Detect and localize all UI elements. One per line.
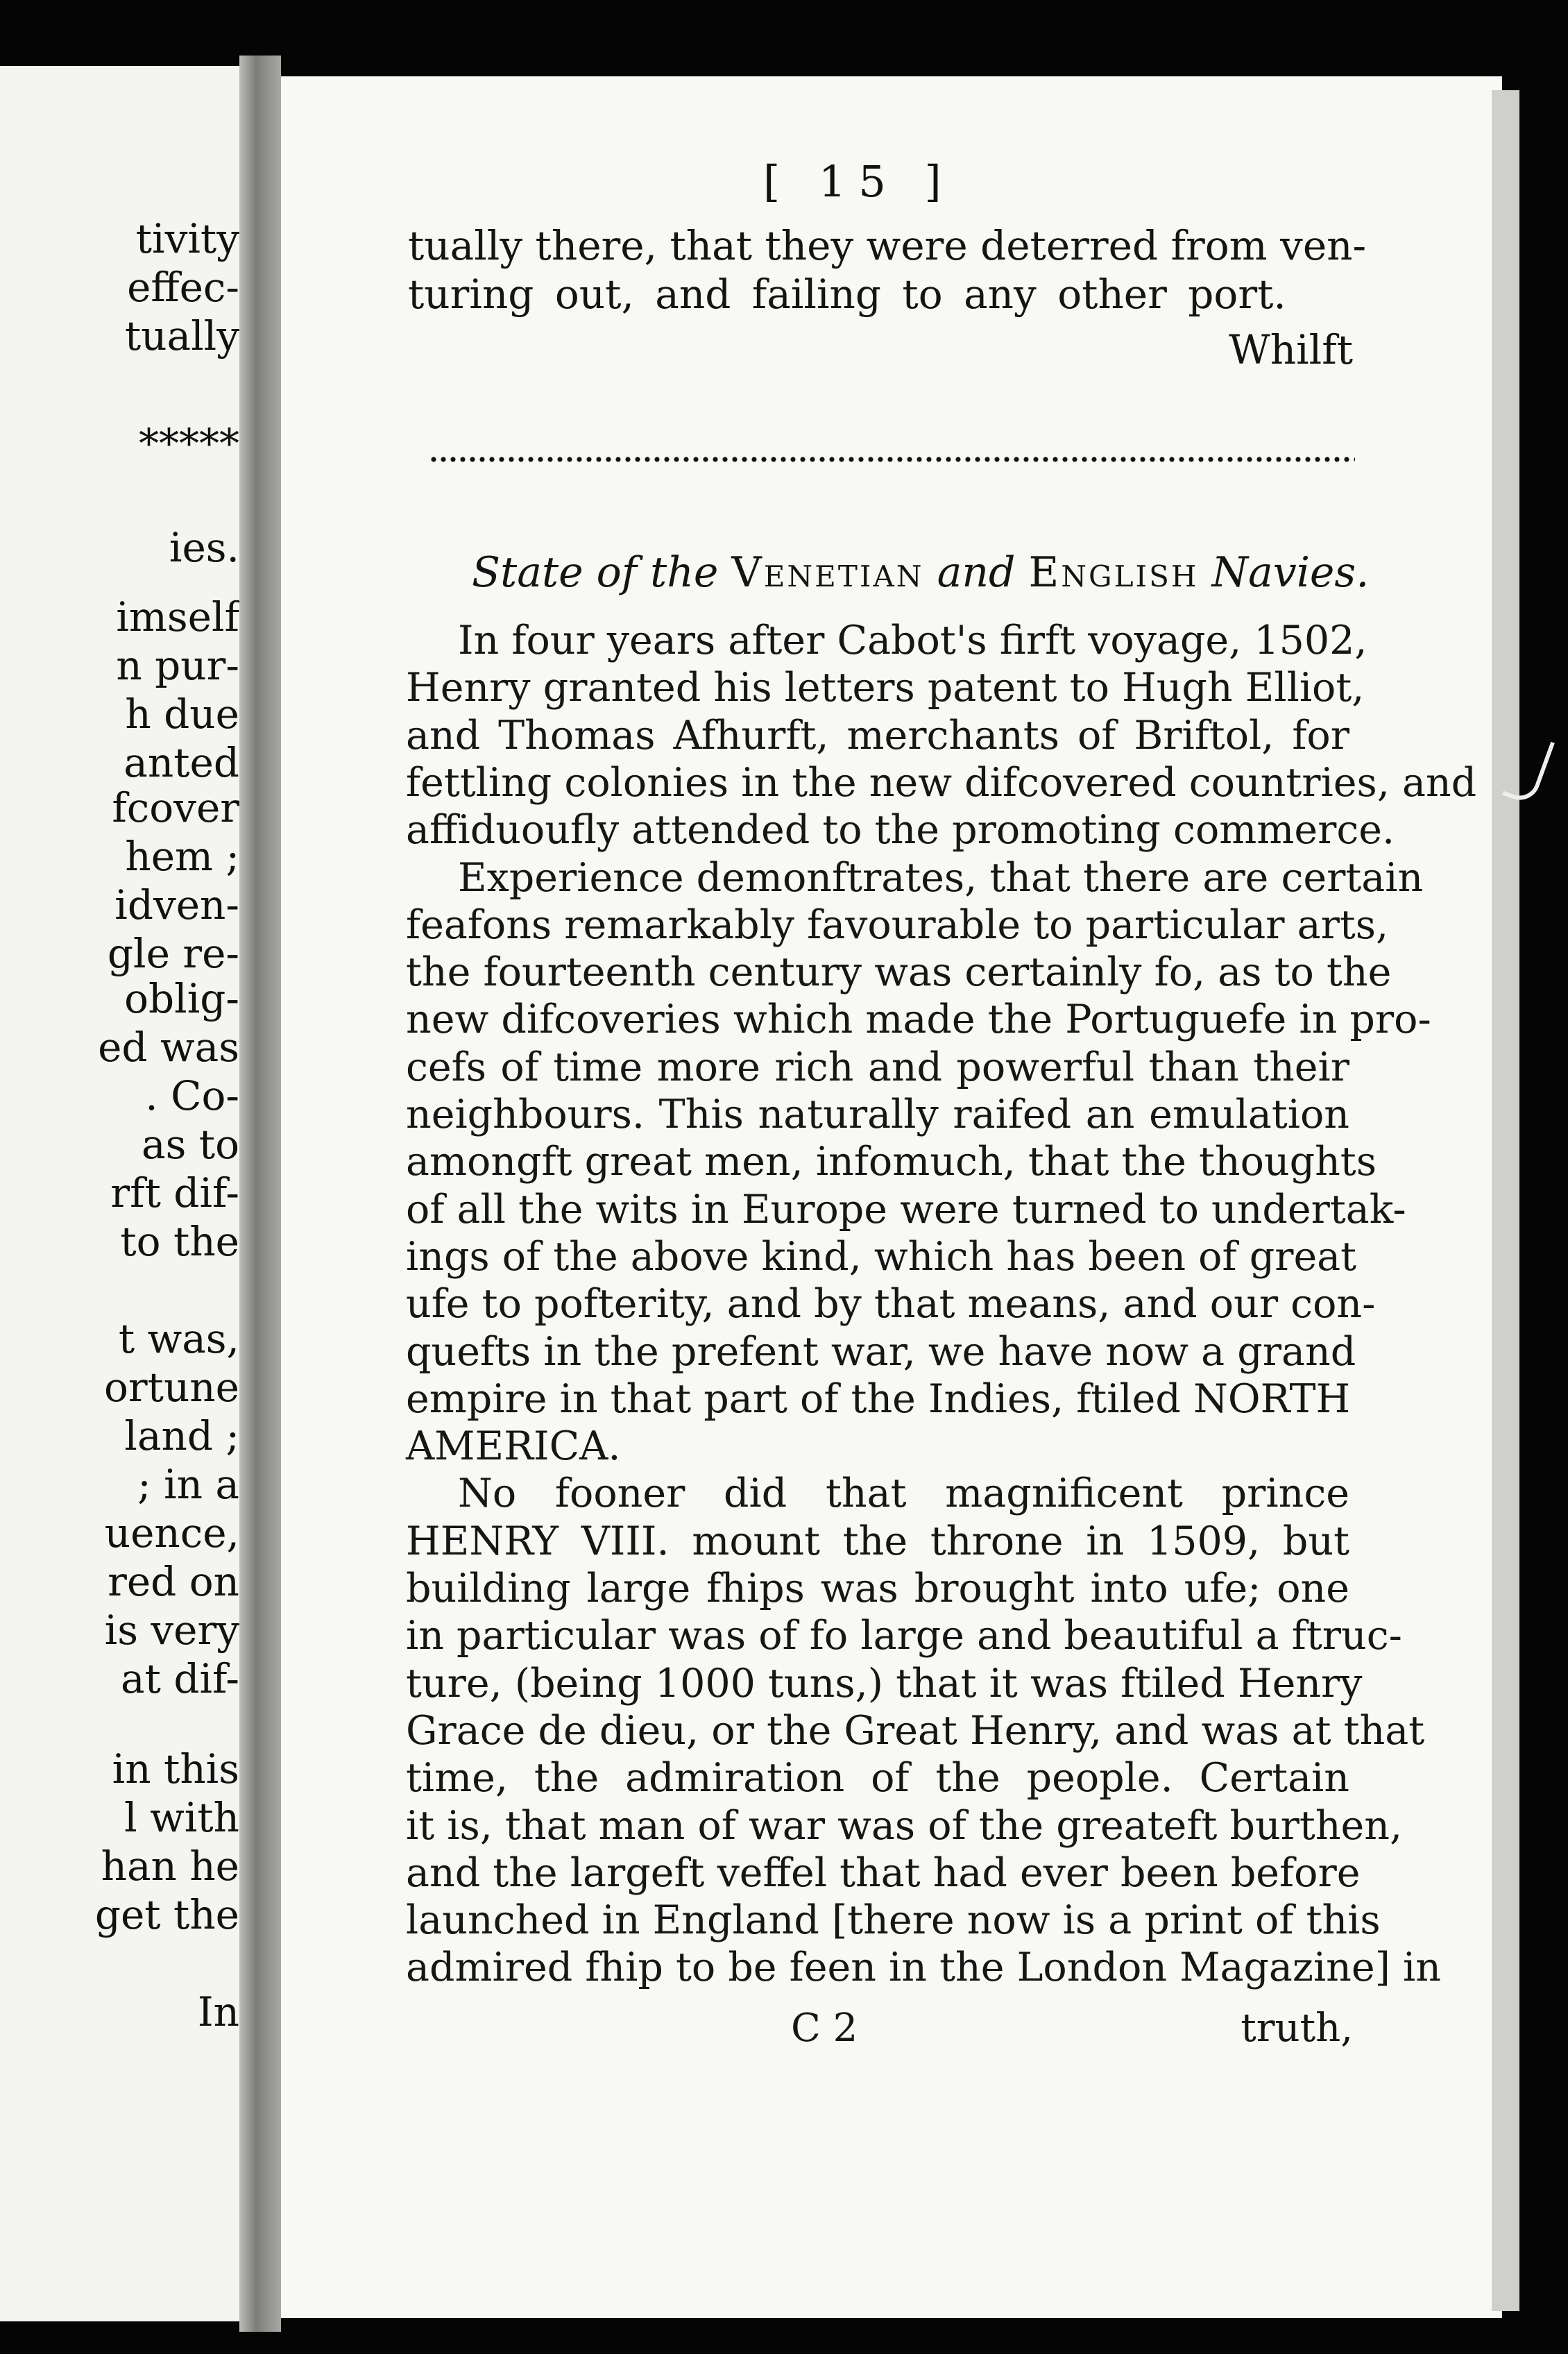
left-page-line: to the [120,1218,239,1265]
left-page-line: idven- [114,881,239,929]
section-title-part: English [1028,548,1199,597]
catchword-top: Whilft [1229,326,1353,373]
left-page-line: ies. [169,524,239,571]
left-page-line: get the [94,1891,239,1938]
body-line: the fourteenth century was certainly fo, as to the [406,949,1392,995]
left-page-line: at dif- [121,1655,239,1702]
left-page-line: anted [123,739,239,786]
left-page-line: . Co- [145,1072,239,1119]
left-page-line: fcover [112,784,239,831]
body-line: No fooner did that magnificent prince [458,1471,1349,1516]
body-line: In four years after Cabot's firft voyage, 1502, [458,618,1367,663]
left-page-line: uence, [104,1509,239,1557]
body-line: ings of the above kind, which has been of great [406,1234,1357,1280]
body-line: cefs of time more rich and powerful than their [406,1044,1349,1090]
page-edge [1492,90,1519,2311]
left-page-line: imself [116,593,239,641]
ornamental-rule [429,455,1355,464]
carry-over-line-1: tually there, that they were deterred from ven- [408,222,1367,269]
body-line: it is, that man of war was of the greateft burthen, [406,1803,1403,1849]
body-line: quefts in the prefent war, we have now a grand [406,1329,1356,1375]
body-line: of all the wits in Europe were turned to undertak- [406,1187,1406,1233]
body-line: Henry granted his letters patent to Hugh Elliot, [406,665,1365,711]
body-line: and the largeft veffel that had ever been before [406,1850,1361,1896]
page-number: [ 15 ] [763,156,954,207]
body-line: affiduoufly attended to the promoting commerce. [406,807,1395,853]
catchword-bottom: truth, [1241,2006,1353,2051]
body-line: and Thomas Afhurft, merchants of Briftol, for [406,713,1349,759]
left-page-line: hem ; [125,833,239,880]
body-line: new difcoveries which made the Portuguefe in pro- [406,997,1431,1042]
body-line: in particular was of fo large and beautiful a ftruc- [406,1613,1402,1659]
left-page-line: land ; [124,1412,239,1459]
left-page-line: han he [101,1843,239,1890]
left-page-line: rft dif- [110,1169,239,1217]
body-line: neighbours. This naturally raifed an emulation [406,1092,1349,1137]
left-page-line: In [197,1988,239,2035]
body-line: admired fhip to be feen in the London Magazine] in [406,1945,1441,1990]
left-page-line: tually [124,312,239,359]
left-page-line: ortune [104,1364,239,1411]
body-line: fettling colonies in the new difcovered countries, and [406,760,1477,806]
section-title-part: and [923,548,1029,597]
carry-over-line-2: turing out, and failing to any other port. [408,271,1286,318]
body-line: building large fhips was brought into ufe; one [406,1566,1349,1611]
left-page-line: in this [112,1745,239,1793]
left-page-line: gle re- [107,930,239,977]
section-title-part: Venetian [731,548,924,597]
body-line: AMERICA. [406,1423,621,1469]
left-facing-page [0,66,246,2321]
left-page-line: as to [141,1121,239,1168]
left-page-line: tivity [135,215,239,262]
left-page-line: oblig- [124,975,239,1022]
left-page-line: n pur- [116,642,239,689]
left-page-line: is very [104,1607,239,1654]
body-line: HENRY VIII. mount the throne in 1509, but [406,1518,1349,1564]
body-line: amongft great men, infomuch, that the thoughts [406,1139,1377,1185]
signature-mark: C 2 [791,2006,858,2051]
section-title [472,548,1370,597]
left-page-line: red on [108,1558,239,1605]
body-line: Experience demonftrates, that there are certain [458,855,1424,901]
left-page-line: ed was [98,1024,239,1071]
section-title-part: State of the [472,548,732,597]
body-line: empire in that part of the Indies, ftiled NORTH [406,1376,1351,1422]
body-line: feafons remarkably favourable to particular arts, [406,902,1389,948]
book-gutter [239,56,281,2332]
left-page-line: ; in a [137,1461,239,1508]
left-page-line: l with [124,1794,239,1841]
left-page-line: h due [125,691,239,738]
left-page-line: ***** [139,420,239,467]
body-line: launched in England [there now is a print of this [406,1897,1381,1943]
section-title-part: Navies. [1198,548,1370,597]
body-line: Grace de dieu, or the Great Henry, and was at that [406,1708,1425,1754]
body-line: ture, (being 1000 tuns,) that it was ftiled Henry [406,1661,1363,1707]
body-line: time, the admiration of the people. Certain [406,1755,1349,1801]
left-page-line: t was, [118,1315,239,1362]
body-line: ufe to pofterity, and by that means, and our con- [406,1281,1376,1327]
left-page-line: effec- [127,264,239,311]
